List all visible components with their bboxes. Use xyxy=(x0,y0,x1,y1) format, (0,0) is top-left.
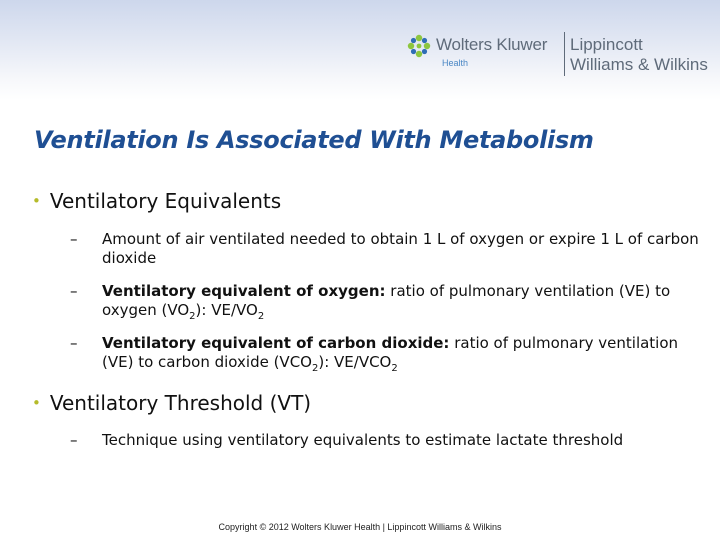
dash-marker: – xyxy=(70,282,78,300)
sub-item xyxy=(70,230,700,268)
definition-part: ): VE/VO xyxy=(195,301,258,319)
sub-item-text xyxy=(102,334,700,378)
wolters-kluwer-logo-icon xyxy=(406,33,432,59)
logo-partner-line2: Williams & Wilkins xyxy=(570,55,708,74)
bullet-label: Ventilatory Equivalents xyxy=(49,189,282,213)
copyright-footer: Copyright © 2012 Wolters Kluwer Health | Lippincott Williams & Wilkins xyxy=(218,522,502,532)
sub-item xyxy=(70,431,700,469)
dash-marker: – xyxy=(70,431,78,449)
bullet-ventilatory-threshold xyxy=(32,391,692,415)
dash-marker: – xyxy=(70,334,78,352)
bullet-dot: • xyxy=(32,394,41,412)
logo-divider xyxy=(564,32,565,76)
logo-brand-text: Wolters Kluwer xyxy=(436,35,548,54)
bullet-dot: • xyxy=(32,192,41,210)
sub-item-text xyxy=(102,282,700,326)
subscript: 2 xyxy=(311,363,319,374)
bullet-label: Ventilatory Threshold (VT) xyxy=(49,391,312,415)
subscript: 2 xyxy=(189,311,196,322)
logo-partner-line1: Lippincott xyxy=(570,35,643,54)
sub-item-text: Technique using ventilatory equivalents to estimate lactate threshold xyxy=(102,431,624,449)
bullet-ventilatory-equivalents xyxy=(32,189,692,213)
logo-brand-sub: Health xyxy=(442,58,469,68)
definition-part: ratio of pulmonary ventilation (VE) to oxygen (VO xyxy=(102,282,671,319)
sub-item xyxy=(70,334,700,372)
sub-item xyxy=(70,282,700,320)
sub-item-text: Amount of air ventilated needed to obtain 1 L of oxygen or expire 1 L of carbon dioxide xyxy=(102,230,699,267)
subscript: 2 xyxy=(257,311,265,322)
publisher-logo xyxy=(406,30,716,78)
term: Ventilatory equivalent of carbon dioxide: xyxy=(102,334,450,352)
subscript: 2 xyxy=(391,363,398,374)
definition-part: ): VE/VCO xyxy=(318,353,392,371)
dash-marker: – xyxy=(70,230,78,248)
term: Ventilatory equivalent of oxygen: xyxy=(102,282,386,300)
definition-part: ratio of pulmonary ventilation (VE) to carbon dioxide (VCO xyxy=(102,334,679,371)
slide-title: Ventilation Is Associated With Metabolism xyxy=(34,126,594,154)
